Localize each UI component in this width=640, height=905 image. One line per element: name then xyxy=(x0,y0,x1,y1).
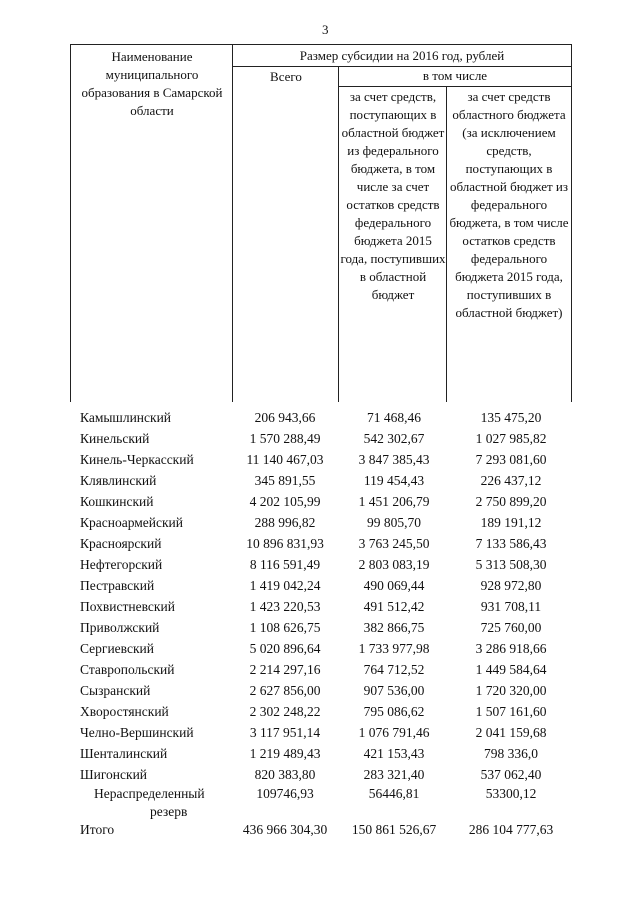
table-row xyxy=(0,515,640,535)
row-name: Кошкинский xyxy=(80,494,154,509)
header-right-border xyxy=(571,44,572,402)
row-federal: 1 076 791,46 xyxy=(358,725,430,740)
header-top-border xyxy=(70,44,572,45)
table-row xyxy=(0,431,640,451)
header-subgroup: в том числе xyxy=(422,68,488,83)
row-federal: 283 321,40 xyxy=(363,767,425,782)
table-row xyxy=(0,410,640,430)
row-federal: 1 451 206,79 xyxy=(358,494,430,509)
row-total: 10 896 831,93 xyxy=(246,536,324,551)
header-left-border xyxy=(70,44,71,402)
grand-total-federal: 150 861 526,67 xyxy=(351,822,437,837)
row-regional: 2 750 899,20 xyxy=(475,494,547,509)
row-regional: 5 313 508,30 xyxy=(475,557,547,572)
header-total-col: Всего xyxy=(270,69,302,84)
table-header xyxy=(70,44,572,402)
row-regional: 3 286 918,66 xyxy=(475,641,547,656)
row-federal: 3 847 385,43 xyxy=(358,452,430,467)
row-name: Хворостянский xyxy=(80,704,169,719)
header-name-col: Наименование муниципального образования в Самарской области xyxy=(81,49,223,118)
table-row xyxy=(0,494,640,514)
reserve-name-line2: резерв xyxy=(150,804,188,819)
row-name: Шенталинский xyxy=(80,746,168,761)
table-row xyxy=(0,599,640,619)
row-federal: 2 803 083,19 xyxy=(358,557,430,572)
header-regional-col: за счет средств областного бюджета (за исключением средств, поступающих в областной бюджет из федерального бюджета, в том числе остатков средств федерального бюджета 2015 года, поступивших в областной бюджет) xyxy=(449,89,569,320)
reserve-row xyxy=(0,786,640,826)
row-name: Ставропольский xyxy=(80,662,175,677)
row-name: Кинельский xyxy=(80,431,150,446)
table-row xyxy=(0,536,640,556)
row-name: Кинель-Черкасский xyxy=(80,452,194,467)
row-federal: 764 712,52 xyxy=(363,662,425,677)
row-name: Похвистневский xyxy=(80,599,175,614)
row-name: Камышлинский xyxy=(80,410,172,425)
row-name: Красноярский xyxy=(80,536,162,551)
row-total: 8 116 591,49 xyxy=(249,557,321,572)
row-regional: 135 475,20 xyxy=(480,410,542,425)
row-federal: 119 454,43 xyxy=(363,473,425,488)
table-row xyxy=(0,725,640,745)
header-divider-3 xyxy=(446,86,447,402)
row-federal: 3 763 245,50 xyxy=(358,536,430,551)
row-federal: 795 086,62 xyxy=(363,704,425,719)
row-total: 2 214 297,16 xyxy=(249,662,321,677)
grand-total-regional: 286 104 777,63 xyxy=(468,822,554,837)
row-federal: 907 536,00 xyxy=(363,683,425,698)
table-row xyxy=(0,452,640,472)
row-regional: 2 041 159,68 xyxy=(475,725,547,740)
row-regional: 226 437,12 xyxy=(480,473,542,488)
table-row xyxy=(0,683,640,703)
row-federal: 1 733 977,98 xyxy=(358,641,430,656)
grand-total-label: Итого xyxy=(80,822,115,837)
reserve-total: 109746,93 xyxy=(256,786,314,801)
row-name: Челно-Вершинский xyxy=(80,725,194,740)
row-total: 11 140 467,03 xyxy=(246,452,324,467)
row-regional: 798 336,0 xyxy=(484,746,538,761)
grand-total-sum: 436 966 304,30 xyxy=(242,822,328,837)
row-total: 3 117 951,14 xyxy=(249,725,321,740)
table-row xyxy=(0,746,640,766)
row-total: 820 383,80 xyxy=(254,767,316,782)
table-row xyxy=(0,662,640,682)
reserve-name-line1: Нераспределенный xyxy=(94,786,205,801)
row-total: 2 627 856,00 xyxy=(249,683,321,698)
row-federal: 542 302,67 xyxy=(363,431,425,446)
row-regional: 7 133 586,43 xyxy=(475,536,547,551)
row-name: Сызранский xyxy=(80,683,151,698)
row-total: 1 419 042,24 xyxy=(249,578,321,593)
row-regional: 1 449 584,64 xyxy=(475,662,547,677)
header-federal-col: за счет средств, поступающих в областной бюджет из федерального бюджета, в том числе за счет остатков средств федерального бюджета 2015 года, поступивших в областной бюджет xyxy=(340,89,446,302)
row-total: 1 423 220,53 xyxy=(249,599,321,614)
row-name: Красноармейский xyxy=(80,515,184,530)
row-regional: 1 507 161,60 xyxy=(475,704,547,719)
row-regional: 7 293 081,60 xyxy=(475,452,547,467)
grand-total-row xyxy=(0,822,640,842)
row-total: 1 108 626,75 xyxy=(249,620,321,635)
table-row xyxy=(0,704,640,724)
row-federal: 71 468,46 xyxy=(367,410,421,425)
row-regional: 931 708,11 xyxy=(480,599,542,614)
row-regional: 928 972,80 xyxy=(480,578,542,593)
row-total: 1 219 489,43 xyxy=(249,746,321,761)
row-regional: 537 062,40 xyxy=(480,767,542,782)
row-federal: 491 512,42 xyxy=(363,599,425,614)
row-federal: 99 805,70 xyxy=(367,515,421,530)
row-federal: 382 866,75 xyxy=(363,620,425,635)
row-total: 345 891,55 xyxy=(254,473,316,488)
row-federal: 421 153,43 xyxy=(363,746,425,761)
header-subgroup-divider xyxy=(338,86,572,87)
row-regional: 725 760,00 xyxy=(480,620,542,635)
row-name: Сергиевский xyxy=(80,641,154,656)
row-name: Нефтегорский xyxy=(80,557,163,572)
header-divider-1 xyxy=(232,44,233,402)
row-total: 2 302 248,22 xyxy=(249,704,321,719)
reserve-regional: 53300,12 xyxy=(485,786,537,801)
table-row xyxy=(0,557,640,577)
row-regional: 1 027 985,82 xyxy=(475,431,547,446)
row-regional: 189 191,12 xyxy=(480,515,542,530)
table-row xyxy=(0,767,640,787)
table-row xyxy=(0,641,640,661)
row-regional: 1 720 320,00 xyxy=(475,683,547,698)
header-subsidy-group: Размер субсидии на 2016 год, рублей xyxy=(299,48,505,63)
row-total: 5 020 896,64 xyxy=(249,641,321,656)
row-total: 1 570 288,49 xyxy=(249,431,321,446)
table-row xyxy=(0,620,640,640)
row-total: 288 996,82 xyxy=(254,515,316,530)
row-total: 4 202 105,99 xyxy=(249,494,321,509)
row-name: Шигонский xyxy=(80,767,148,782)
row-name: Пестравский xyxy=(80,578,155,593)
reserve-federal: 56446,81 xyxy=(368,786,420,801)
row-federal: 490 069,44 xyxy=(363,578,425,593)
header-divider-2 xyxy=(338,66,339,402)
row-name: Клявлинский xyxy=(80,473,157,488)
table-row xyxy=(0,578,640,598)
row-name: Приволжский xyxy=(80,620,160,635)
row-total: 206 943,66 xyxy=(254,410,316,425)
page-number: 3 xyxy=(322,22,329,37)
table-row xyxy=(0,473,640,493)
